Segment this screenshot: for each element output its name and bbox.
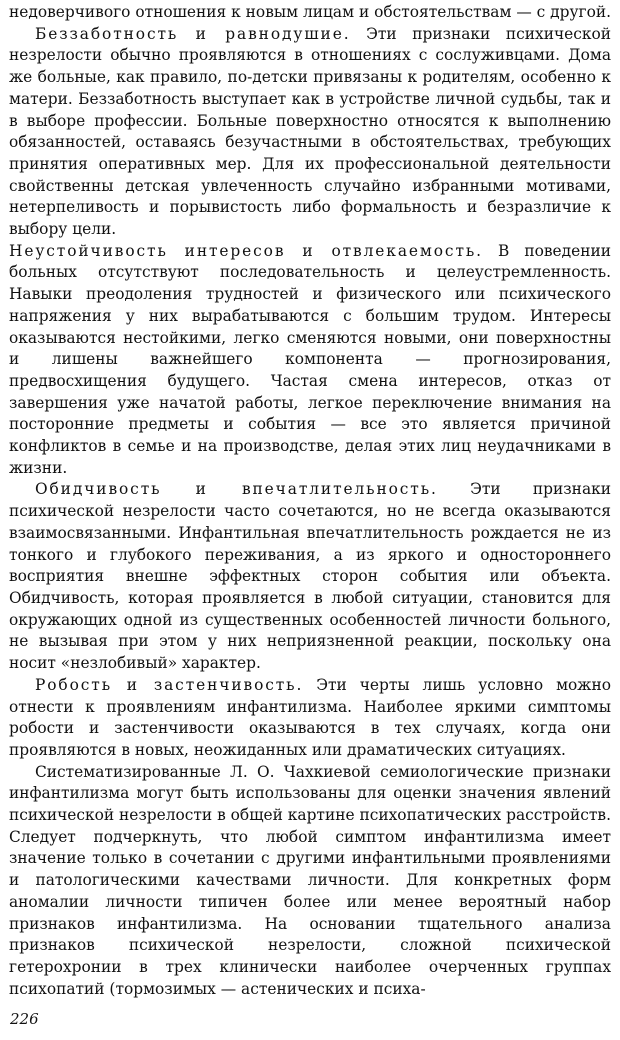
paragraph-lead: Беззаботность и равнодушие. <box>35 24 351 43</box>
paragraph-lead: Робость и застенчивость. <box>35 675 304 694</box>
paragraph-lead: Обидчивость и впечатлительность. <box>35 480 438 499</box>
paragraph-continuation <box>9 2 611 24</box>
paragraph-text: Эти черты лишь условно можно отнести к проявлениям инфантилизма. Наиболее яркими симптомы робости и застенчивости оказываются в тех случаях, когда они проявляются в новых, неожиданных или драматических ситуациях. <box>9 675 611 759</box>
paragraph-carelessness <box>9 24 611 241</box>
paragraph-timidity <box>9 675 611 762</box>
paragraph-systematization <box>9 762 611 1001</box>
paragraph-text: недоверчивого отношения к новым лицам и обстоятельствам — с другой. <box>9 3 612 21</box>
paragraph-touchiness <box>9 479 611 674</box>
paragraph-text: Эти признаки психической незрелости обычно проявляются в отношениях с сослуживцами. Дома же больные, как правило, по-детски привязаны к родителям, особенно к матери. Беззаботность выступает как в устройстве личной судьбы, так и в выборе профессии. Больные поверхностно относятся к выполнению обязанностей, оставаясь безучастными в обстоятельствах, требующих принятия оперативных мер. Для их профессиональной деятельности свойственны детская увлеченность случайно избранными мотивами, нетерпеливость и порывистость либо формальность и безразличие к выбору цели. <box>9 24 612 239</box>
paragraph-instability <box>9 241 611 480</box>
paragraph-lead: Неустойчивость интересов и отвлекаемость. <box>9 241 483 260</box>
paragraph-text: Эти признаки психической незрелости часто сочетаются, но не всегда оказываются взаимосвязанными. Инфантильная впечатлительность рождается не из тонкого и глубокого переживания, а из яркого и одностороннего восприятия внешне эффектных сторон события или объекта. Обидчивость, которая проявляется в любой ситуации, становится для окружающих одной из существенных особенностей личности больного, не вызывая при этом у них неприязненной реакции, поскольку она носит «незлобивый» характер. <box>9 480 611 673</box>
paragraph-text: В поведении больных отсутствуют последовательность и целеустремленность. Навыки преодоления трудностей и физического или психического напряжения у них вырабатываются с большим трудом. Интересы оказываются нестойкими, легко сменяются новыми, они поверхностны и лишены важнейшего компонента — прогнозирования, предвосхищения будущего. Частая смена интересов, отказ от завершения уже начатой работы, легкое переключение внимания на посторонние предметы и события — все это является причиной конфликтов в семье и на производстве, делая этих лиц неудачниками в жизни. <box>9 241 612 477</box>
paragraph-text: Систематизированные Л. О. Чахкиевой семиологические признаки инфантилизма могут быть использованы для оценки значения явлений психической незрелости в общей картине психопатических расстройств. Следует подчеркнуть, что любой симптом инфантилизма имеет значение только в сочетании с другими инфантильными проявлениями и патологическими качествами личности. Для конкретных форм аномалии личности типичен более или менее вероятный набор признаков инфантилизма. На основании тщательного анализа признаков психической незрелости, сложной психической гетерохронии в трех клинически наиболее очерченных группах психопатий (тормозимых — астенических и психа- <box>9 762 611 998</box>
body-text <box>9 2 611 1000</box>
page-number: 226 <box>10 1010 39 1028</box>
